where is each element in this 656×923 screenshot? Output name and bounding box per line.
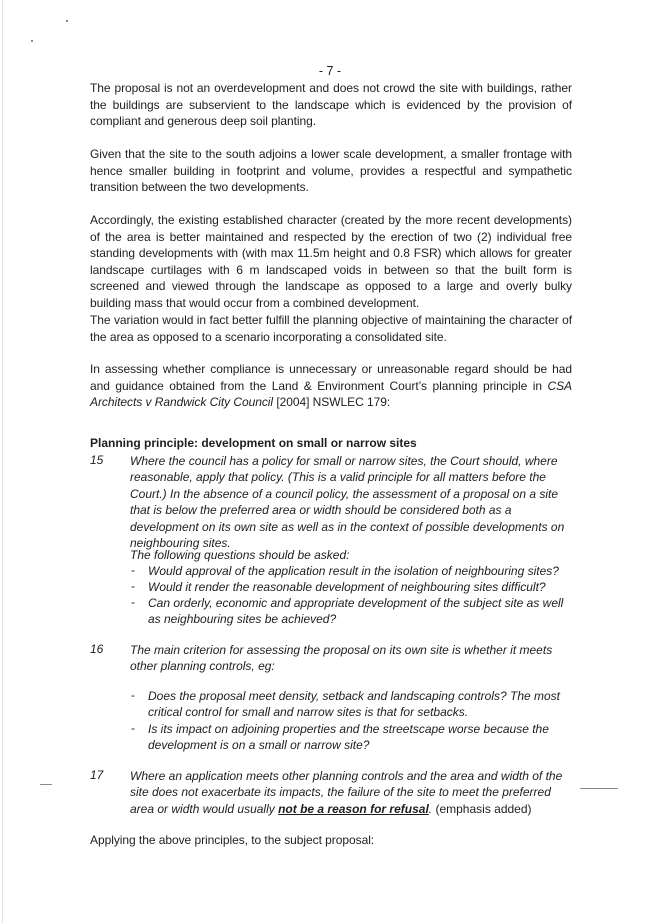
item-15-intro: The following questions should be asked: (130, 548, 350, 562)
paragraph-character: Accordingly, the existing established character (created by the more recent developments) of the area is better maintained and respected by the erection of two (2) individual free standing developments with (with max 11.5m height and 0.8 FSR) which allows for greater landscape curtilages with 6 m landscaped voids in between so that the built form is screened and viewed through the landscape as opposed to a large and overly bulky building mass that would occur from a combined development. (90, 213, 572, 310)
item-15-text: Where the council has a policy for small or narrow sites, the Court should, where reasonable, apply that policy. (This is a valid principle for all matters before the Court.) In the absence of a council policy, the assessment of a proposal on a site that is below the preferred area or width should be considered both as a development on its own site as well as in the context of possible developments on neighbouring sites. (130, 454, 565, 551)
item-17-text (130, 768, 570, 817)
bullet-dash: - (131, 595, 135, 609)
paragraph-closing: Applying the above principles, to the subject proposal: (90, 833, 375, 847)
item-15-bullet-2: Would it render the reasonable development of neighbouring sites difficult? (148, 580, 546, 594)
bullet-dash: - (131, 563, 135, 577)
paragraph-variation: The variation would in fact better fulfill the planning objective of maintaining the character of the area as opposed to a scenario incorporating a consolidated site. (90, 313, 572, 344)
item-16-bullet-2: Is its impact on adjoining properties and the streetscape worse because the development is on a small or narrow site? (148, 722, 549, 753)
assessing-text: In assessing whether compliance is unnecessary or unreasonable regard should be had and guidance obtained from the Land & Environment Court’s planning principle in (90, 362, 572, 393)
item-15-bullet-1: Would approval of the application result in the isolation of neighbouring sites? (148, 564, 559, 578)
item-number-15: 15 (90, 453, 104, 467)
bullet-dash: - (131, 721, 135, 735)
planning-principle-heading: Planning principle: development on small or narrow sites (90, 436, 417, 450)
paragraph-assessing (90, 361, 572, 411)
item-17-emphasis: not be a reason for refusal (278, 801, 429, 816)
item-17-text-main: Where an application meets other planning controls and the area and width of the site does not exacerbate its impacts, the failure of the site to meet the preferred area or width would usually (130, 769, 563, 816)
item-16-text: The main criterion for assessing the proposal on its own site is whether it meets other planning controls, eg: (130, 643, 553, 674)
item-15-bullet-3: Can orderly, economic and appropriate development of the subject site as well as neighbouring sites be achieved? (148, 596, 564, 627)
bullet-dash: - (131, 688, 135, 702)
scan-edge-line (2, 0, 3, 923)
item-17-period: . (428, 801, 433, 816)
paragraph-overdevelopment: The proposal is not an overdevelopment and does not crowd the site with buildings, rather the buildings are subservient to the landscape which is evidenced by the provision of compliant and generous deep soil planting. (90, 81, 572, 129)
case-citation: [2004] NSWLEC 179: (273, 395, 391, 410)
scan-speck (31, 40, 33, 42)
case-name: CSA Architects v Randwick City Council (90, 378, 572, 410)
paragraph-transition: Given that the site to the south adjoins a lower scale development, a smaller frontage with hence smaller building in footprint and volume, provides a respectful and sympathetic transition between the two developments. (90, 147, 572, 195)
bullet-dash: - (131, 579, 135, 593)
page-number: - 7 - (318, 64, 342, 78)
item-17-emphasis-note: (emphasis added) (432, 801, 532, 816)
scan-speck (66, 20, 68, 22)
scan-tick-left (40, 784, 52, 785)
scan-tick-right (580, 788, 618, 789)
item-16-bullet-1: Does the proposal meet density, setback and landscaping controls? The most critical control for small and narrow sites is that for setbacks. (148, 689, 561, 720)
item-number-16: 16 (90, 642, 104, 656)
item-number-17: 17 (90, 768, 104, 782)
